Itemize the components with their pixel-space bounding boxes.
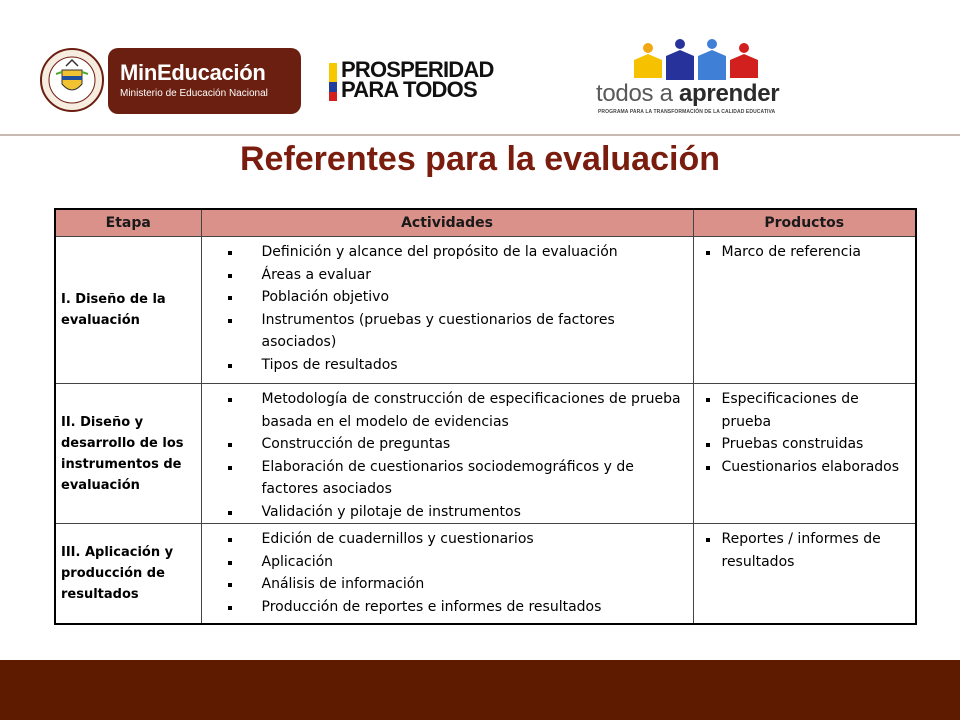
actividades-cell [201, 384, 693, 524]
actividades-cell [201, 237, 693, 384]
list-item: Producción de reportes e informes de resultados [228, 596, 685, 619]
prosperidad-line1: PROSPERIDAD [341, 57, 494, 82]
colombia-flag-icon [329, 63, 337, 101]
list-item: Población objetivo [228, 286, 685, 309]
productos-cell [693, 524, 916, 624]
list-item: Marco de referencia [700, 241, 910, 264]
todos-text: todos a [596, 80, 679, 107]
header-actividades: Actividades [201, 209, 693, 237]
table-row [55, 384, 916, 524]
list-item: Pruebas construidas [700, 433, 910, 456]
productos-list [700, 388, 910, 478]
header-productos: Productos [693, 209, 916, 237]
table-header-row [55, 209, 916, 237]
actividades-list [228, 388, 685, 523]
list-item: Aplicación [228, 551, 685, 574]
list-item: Especificaciones de prueba [700, 388, 910, 433]
header-divider [0, 134, 960, 136]
actividades-cell [201, 524, 693, 624]
mineducacion-title: MinEducación [120, 60, 266, 85]
list-item: Definición y alcance del propósito de la evaluación [228, 241, 685, 264]
list-item: Metodología de construcción de especificaciones de prueba basada en el modelo de evidencias [228, 388, 685, 433]
actividades-list [228, 528, 685, 618]
list-item: Edición de cuadernillos y cuestionarios [228, 528, 685, 551]
colombia-seal-logo [40, 46, 104, 114]
list-item: Tipos de resultados [228, 354, 685, 377]
list-item: Validación y pilotaje de instrumentos [228, 501, 685, 524]
header-etapa: Etapa [55, 209, 201, 237]
etapa-cell: III. Aplicación y producción de resultados [55, 524, 201, 624]
list-item: Construcción de preguntas [228, 433, 685, 456]
prosperidad-line2: PARA TODOS [341, 77, 477, 102]
page-title: Referentes para la evaluación [239, 140, 720, 178]
evaluation-table [54, 208, 917, 625]
footer-bar [0, 660, 960, 720]
mineducacion-logo [108, 48, 301, 114]
list-item: Análisis de información [228, 573, 685, 596]
list-item: Reportes / informes de resultados [700, 528, 910, 573]
etapa-cell: I. Diseño de la evaluación [55, 237, 201, 384]
aprender-text: aprender [679, 80, 780, 107]
productos-list [700, 528, 910, 573]
productos-cell [693, 237, 916, 384]
table-row [55, 524, 916, 624]
etapa-cell: II. Diseño y desarrollo de los instrumentos de evaluación [55, 384, 201, 524]
list-item: Áreas a evaluar [228, 264, 685, 287]
todos-subtitle: PROGRAMA PARA LA TRANSFORMACIÓN DE LA CALIDAD EDUCATIVA [598, 109, 776, 115]
list-item: Instrumentos (pruebas y cuestionarios de factores asociados) [228, 309, 685, 354]
productos-list [700, 241, 910, 264]
todos-a-aprender-logo [596, 80, 779, 108]
mineducacion-subtitle: Ministerio de Educación Nacional [120, 88, 268, 99]
actividades-list [228, 241, 685, 376]
list-item: Cuestionarios elaborados [700, 456, 910, 479]
list-item: Elaboración de cuestionarios sociodemográficos y de factores asociados [228, 456, 685, 501]
productos-cell [693, 384, 916, 524]
table-row [55, 237, 916, 384]
todos-a-aprender-figures-icon [632, 38, 760, 84]
header-logos [0, 0, 960, 135]
prosperidad-logo [341, 57, 494, 102]
